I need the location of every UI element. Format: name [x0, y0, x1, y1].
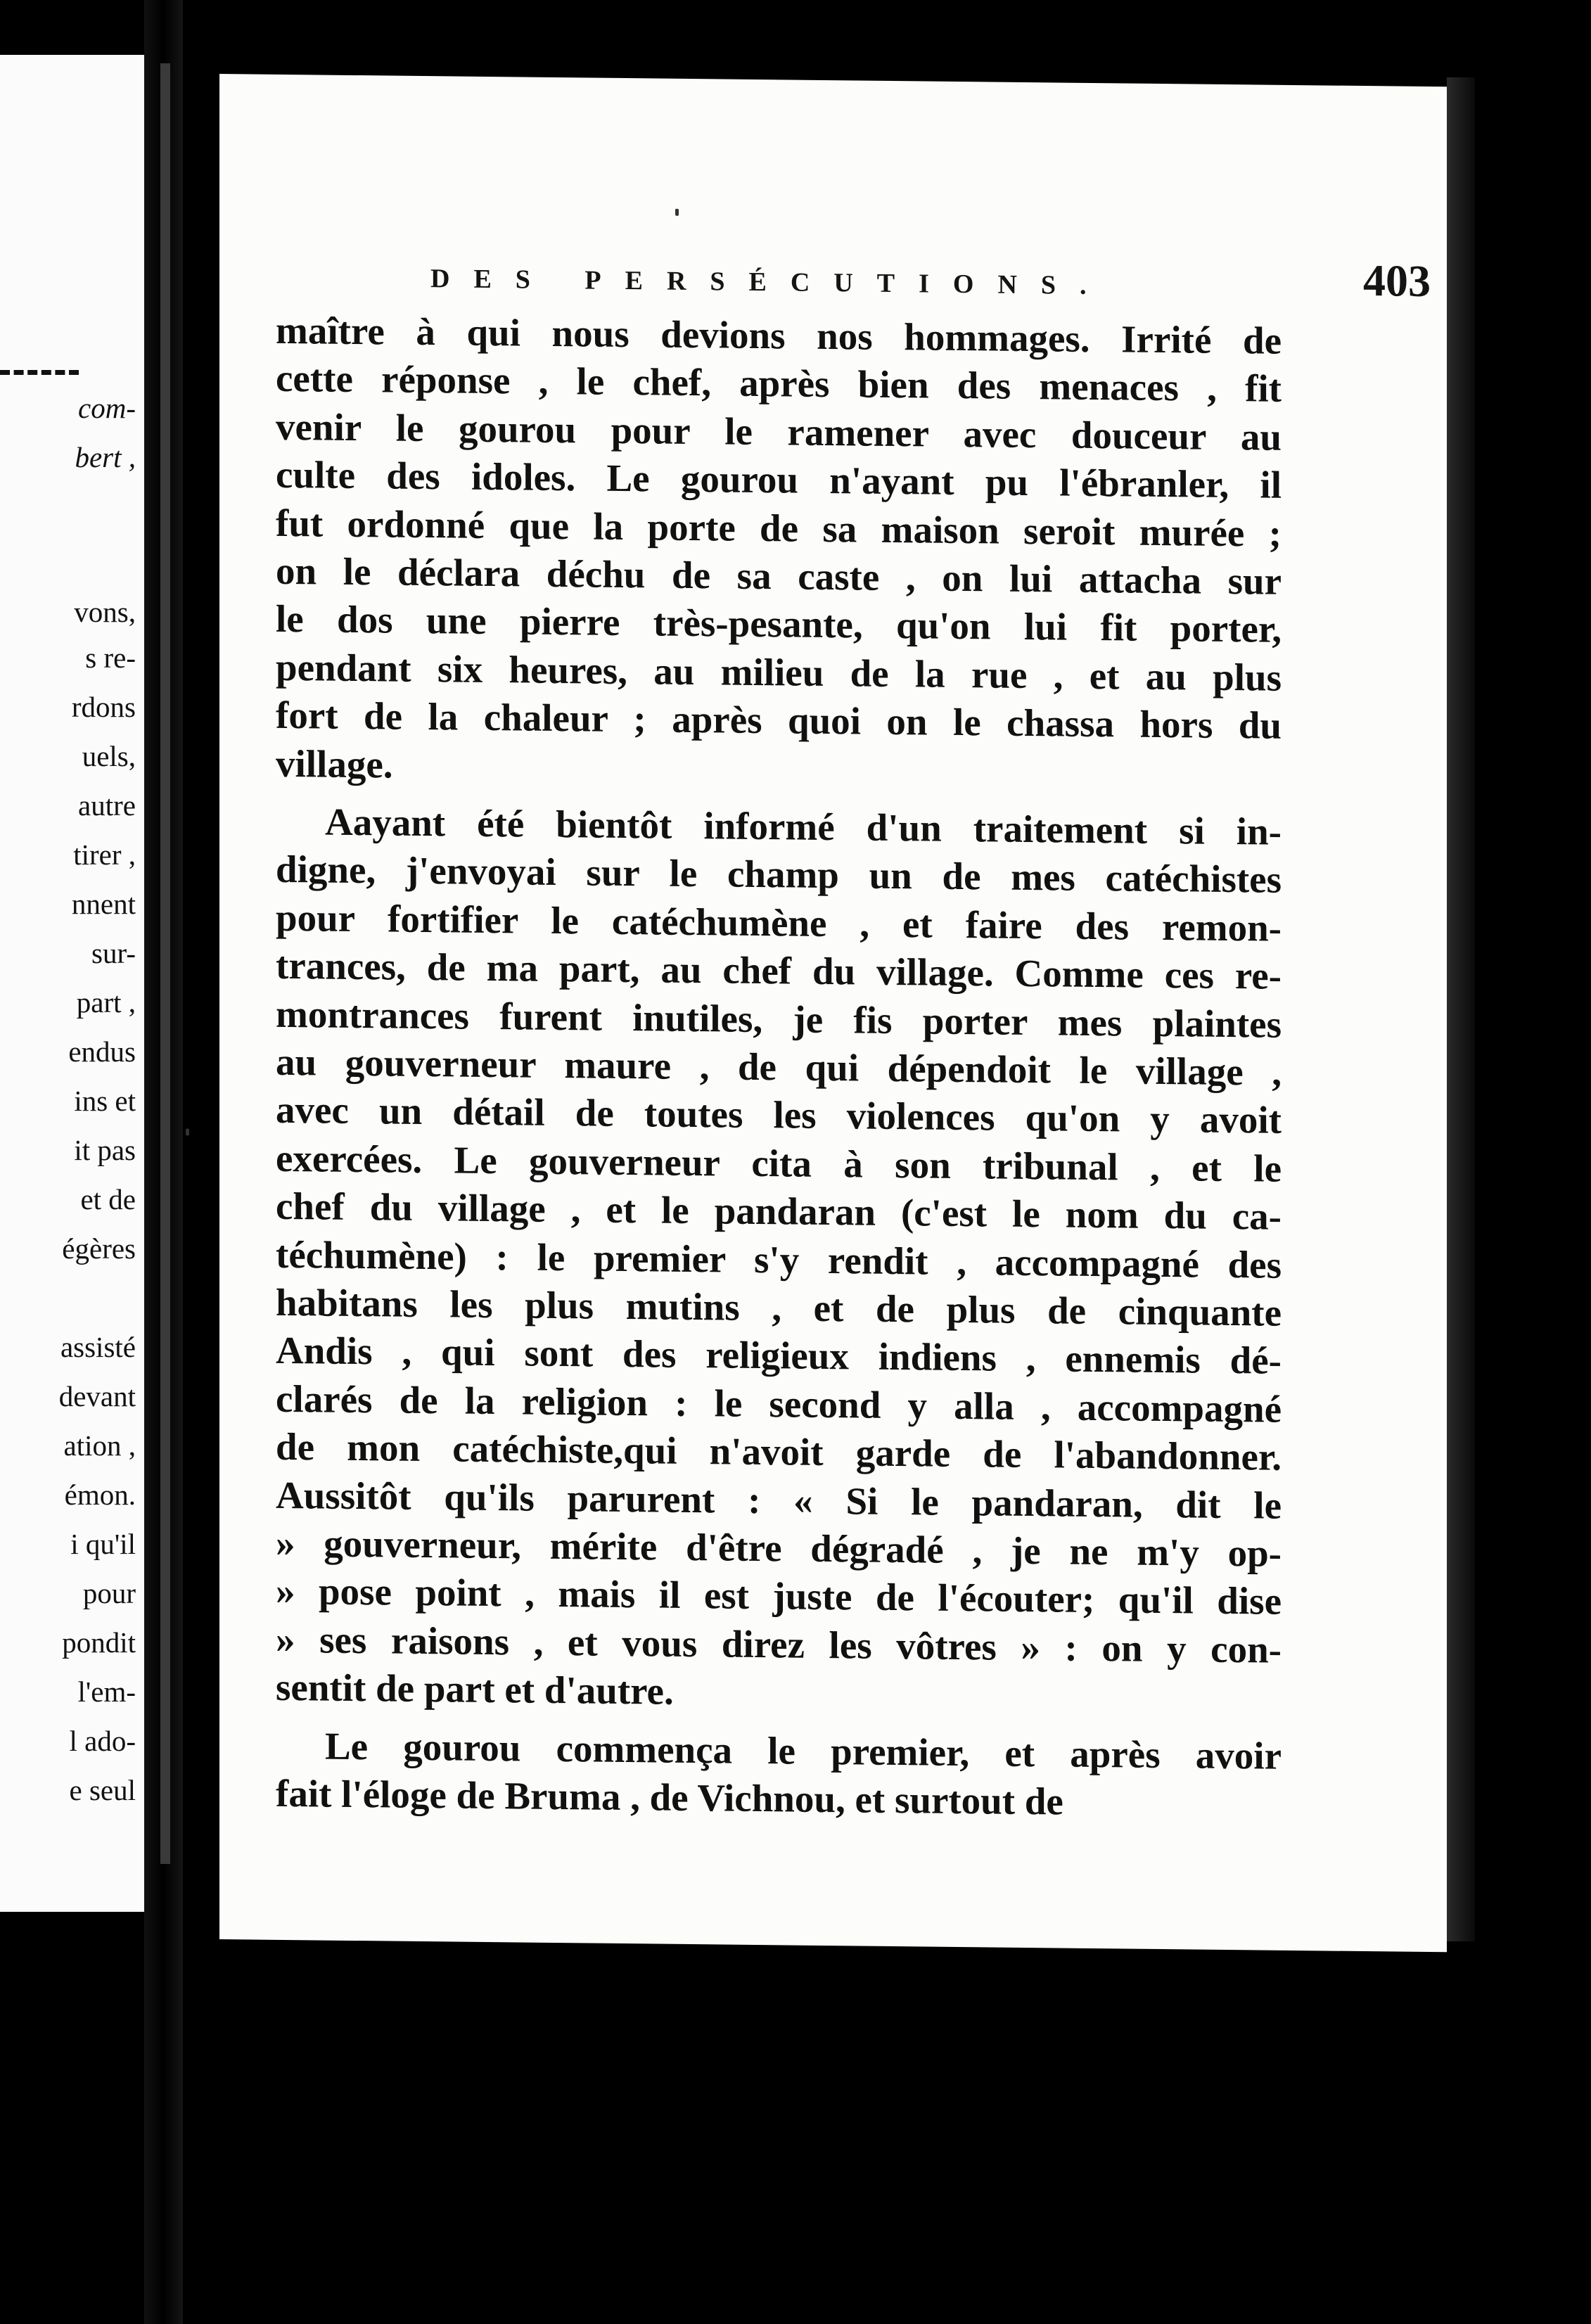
left-page-line: égères: [62, 1232, 136, 1265]
text-line: culte des idoles. Le gourou n'ayant pu l'ébranler, il: [276, 453, 1282, 507]
left-page-line: ins et: [74, 1085, 136, 1117]
left-page-line: vons,: [74, 596, 136, 628]
text-line: Aussitôt qu'ils parurent : « Si le pandaran, dit le: [276, 1473, 1282, 1527]
text-line: » ses raisons , et vous direz les vôtres » : on y con-: [276, 1617, 1282, 1671]
page-header: [430, 245, 1443, 319]
left-page-line: e seul: [69, 1774, 136, 1806]
ink-speck: [186, 1128, 189, 1135]
text-line: Andis , qui sont des religieux indiens , ennemis dé-: [276, 1329, 1282, 1383]
left-page-line: nnent: [71, 888, 136, 920]
text-line: pendant six heures, au milieu de la rue , et au plus: [276, 645, 1282, 699]
left-page-line: tirer ,: [73, 838, 136, 871]
left-page-line: autre: [78, 789, 136, 822]
page-number: 403: [1363, 255, 1431, 307]
left-page-line: pour: [82, 1577, 136, 1609]
left-page-line: bert ,: [75, 441, 136, 473]
text-line: fut ordonné que la porte de sa maison seroit murée ;: [276, 501, 1282, 555]
text-line: clarés de la religion : le second y alla , accompagné: [276, 1377, 1282, 1431]
left-page-line: com-: [78, 392, 136, 424]
left-page-line: sur-: [91, 937, 136, 969]
text-line: sentit de part et d'autre.: [276, 1666, 674, 1713]
gutter-shadow: [160, 63, 170, 1864]
text-line: trances, de ma part, au chef du village. Comme ces re-: [276, 944, 1282, 998]
text-line: chef du village , et le pandaran (c'est le nom du ca-: [276, 1185, 1282, 1239]
text-line: au gouverneur maure , de qui dépendoit le village ,: [276, 1040, 1282, 1094]
text-line: exercées. Le gouverneur cita à son tribunal , et le: [276, 1136, 1282, 1190]
left-page-line: endus: [68, 1035, 136, 1068]
text-line: village.: [276, 741, 393, 786]
text-line: avec un détail de toutes les violences qu'on y avoit: [276, 1088, 1282, 1142]
left-page-line: it pas: [74, 1134, 136, 1166]
left-page-line: pondit: [62, 1626, 136, 1659]
text-line: Le gourou commença le premier, et après avoir: [325, 1724, 1282, 1777]
left-page-line: l ado-: [69, 1725, 136, 1757]
current-page: [219, 74, 1447, 1952]
left-page-line: assisté: [60, 1331, 136, 1363]
text-line: cette réponse , le chef, après bien des menaces , fit: [276, 357, 1282, 411]
text-line: habitans les plus mutins , et de plus de cinquante: [276, 1280, 1282, 1334]
previous-page: [0, 55, 144, 1912]
page-edge-shadow: [1447, 77, 1475, 1941]
text-line: fort de la chaleur ; après quoi on le chassa hors du: [276, 694, 1282, 748]
text-line: Aayant été bientôt informé d'un traitement si in-: [325, 800, 1282, 853]
text-line: on le déclara déchu de sa caste , on lui attacha sur: [276, 549, 1282, 603]
text-line: montrances furent inutiles, je fis porter mes plaintes: [276, 992, 1282, 1046]
text-line: de mon catéchiste,qui n'avoit garde de l'abandonner.: [276, 1425, 1282, 1479]
text-line: » pose point , mais il est juste de l'écouter; qu'il dise: [276, 1569, 1282, 1623]
text-line: pour fortifier le catéchumène , et faire des remon-: [276, 895, 1282, 950]
left-page-line: i qu'il: [70, 1528, 136, 1560]
running-title: DES PERSÉCUTIONS.: [430, 264, 1111, 301]
left-page-line: devant: [58, 1380, 136, 1412]
left-page-rule: [0, 370, 79, 375]
left-page-line: l'em-: [77, 1675, 136, 1708]
text-line: » gouverneur, mérite d'être dégradé , je ne m'y op-: [276, 1521, 1282, 1575]
text-line: venir le gourou pour le ramener avec douceur au: [276, 404, 1282, 459]
ink-speck: [675, 209, 679, 216]
left-page-line: rdons: [71, 691, 136, 723]
left-page-line: émon.: [64, 1479, 136, 1511]
text-line: téchumène) : le premier s'y rendit , accompagné des: [276, 1232, 1282, 1286]
text-line: digne, j'envoyai sur le champ un de mes catéchistes: [276, 848, 1282, 902]
left-page-line: uels,: [82, 740, 136, 772]
left-page-line: part ,: [76, 986, 136, 1019]
left-page-line: ation ,: [63, 1429, 136, 1462]
text-line: maître à qui nous devions nos hommages. Irrité de: [276, 308, 1282, 362]
left-page-line: et de: [80, 1183, 136, 1215]
text-line: le dos une pierre très-pesante, qu'on lui fit porter,: [276, 597, 1282, 651]
left-page-line: s re-: [85, 641, 136, 674]
text-line: fait l'éloge de Bruma , de Vichnou, et surtout de: [276, 1771, 1063, 1823]
